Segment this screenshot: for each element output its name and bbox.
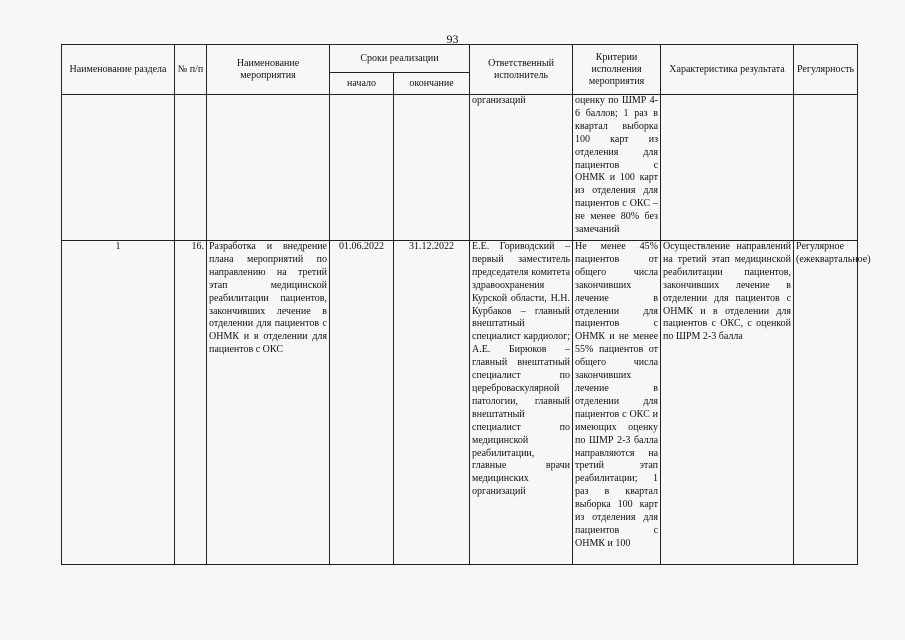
cell-regularity: Регулярное (ежеквартальное): [794, 241, 858, 565]
header-event-name: Наименование мероприятия: [207, 45, 330, 95]
header-regularity: Регулярность: [794, 45, 858, 95]
header-number: № п/п: [175, 45, 207, 95]
cell-event: [207, 95, 330, 241]
header-section-name: Наименование раздела: [62, 45, 175, 95]
header-criteria: Критерии исполнения мероприятия: [573, 45, 661, 95]
header-end: окончание: [394, 73, 470, 95]
cell-responsible: Е.Е. Гориводский – первый заместитель председателя комитета здравоохранения Курской области, Н.Н. Курбаков – главный внештатный специалист кардиолог; А.Е. Бирюков – главный внештатный специалист по цереброваскулярной патологии, главный внештатный специалист по медицинской реабилитации, главные врачи медицинских организаций: [470, 241, 573, 565]
table-row: [62, 95, 858, 241]
cell-criteria: оценку по ШМР 4-6 баллов; 1 раз в квартал выборка 100 карт из отделения для пациентов с ОНМК и 100 карт из отделения для пациентов с ОКС – не менее 80% без замечаний: [573, 95, 661, 241]
page-number: 93: [446, 32, 459, 46]
cell-responsible: организаций: [470, 95, 573, 241]
header-start: начало: [330, 73, 394, 95]
cell-result: [661, 95, 794, 241]
table-row: [62, 241, 858, 565]
header-result: Характеристика результата: [661, 45, 794, 95]
cell-start: 01.06.2022: [330, 241, 394, 565]
cell-start: [330, 95, 394, 241]
header-timeline: Сроки реализации: [330, 45, 470, 73]
cell-end: 31.12.2022: [394, 241, 470, 565]
cell-end: [394, 95, 470, 241]
header-responsible: Ответственный исполнитель: [470, 45, 573, 95]
cell-criteria: Не менее 45% пациентов от общего числа закончивших лечение в отделении для пациентов с ОНМК и не менее 55% пациентов от общего числа закончивших лечение в отделении для пациентов с ОКС и имеющих оценку по ШМР 2-3 балла направляются на третий этап реабилитации; 1 раз в квартал выборка 100 карт из отделения для пациентов с ОНМК и 100: [573, 241, 661, 565]
cell-regularity: [794, 95, 858, 241]
cell-event: Разработка и внедрение плана мероприятий по направлению на третий этап медицинской реабилитации пациентов, закончивших лечение в отделении для пациентов с ОНМК и в отделении для пациентов с ОКС: [207, 241, 330, 565]
cell-result: Осуществление направлений на третий этап медицинской реабилитации пациентов, закончивших лечение в отделении для пациентов с ОНМК и в отделении для пациентов с ОКС, с оценкой по ШРМ 2-3 балла: [661, 241, 794, 565]
cell-number: 16.: [175, 241, 207, 565]
cell-number: [175, 95, 207, 241]
cell-section: 1: [62, 241, 175, 565]
cell-section: [62, 95, 175, 241]
plan-table: [61, 44, 871, 565]
